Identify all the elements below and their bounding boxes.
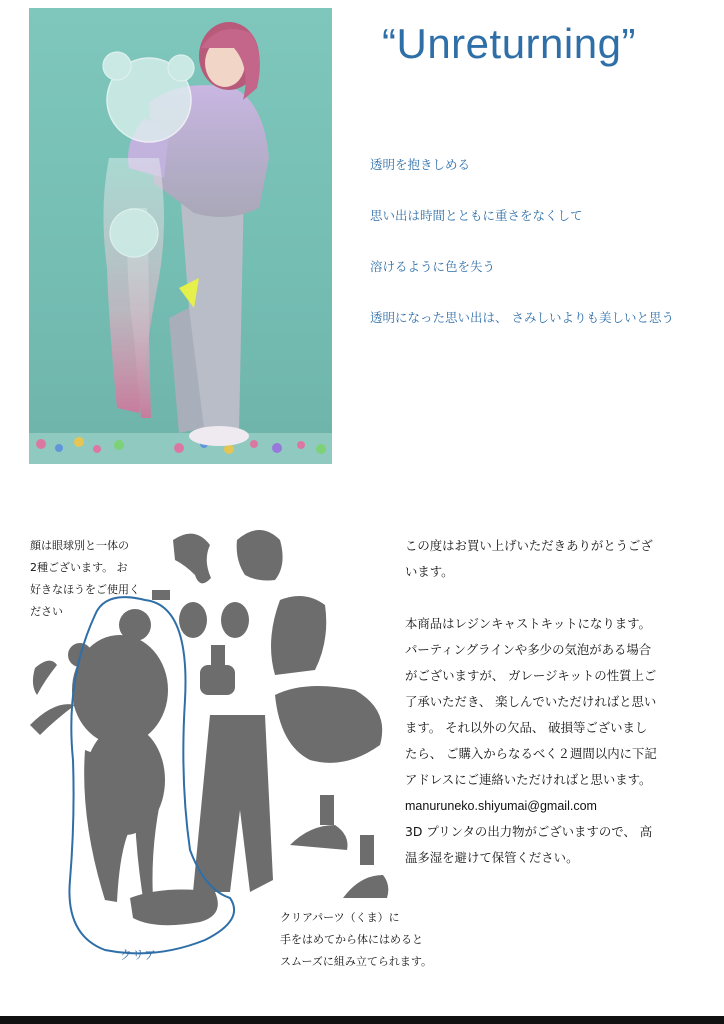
note-line: 顔は眼球別と一体の [30,539,129,552]
face-part-2 [221,602,249,638]
contact-email[interactable]: manuruneko.shiyumai@gmail.com [405,799,597,813]
shoe-part-2 [343,875,388,898]
face-variant-note [30,535,170,623]
desc-line: います。 [405,564,454,579]
bottom-bar [0,1016,724,1024]
pants-part [193,715,273,892]
clear-parts-note [280,907,450,973]
desc-line: 温多湿を避けて保管ください。 [405,850,579,865]
poem-line: 溶けるように色を失う [370,259,496,274]
poem-line: 透明を抱きしめる [370,157,471,172]
base-puddle-part [130,890,218,926]
leg-part-1 [320,795,334,825]
poem-line: 思い出は時間とともに重さをなくして [370,208,583,223]
torso-part [271,596,326,675]
desc-line: がございますが、 ガレージキットの性質上ご [405,668,657,683]
shoe-part-1 [290,825,348,850]
hair-ponytail-part [173,534,211,584]
product-description [405,533,690,871]
face-part-1 [179,602,207,638]
note-line: スムーズに組み立てられます。 [280,955,433,968]
desc-line: パーティングラインや多少の気泡がある場合 [405,642,652,657]
arm-part-1 [33,661,57,695]
poem-line: 透明になった思い出は、 さみしいよりも美しいと思う [370,310,674,325]
neck-part [211,645,225,667]
product-photo [29,8,332,464]
note-line: クリアパーツ（くま）に [280,911,400,924]
hair-back-part [237,530,283,580]
poem [370,155,710,359]
desc-line: 了承いただき、 楽しんでいただければと思い [405,694,657,709]
note-line: 好きなほうをご使用く [30,583,140,596]
desc-line: 3D プリンタの出力物がございますので、 高 [405,824,653,839]
waist-part [200,665,235,695]
note-line: 2種ございます。 お [30,561,128,574]
leg-part-2 [360,835,374,865]
title: “Unreturning” [382,20,636,67]
arm-part-2 [30,704,75,735]
desc-line: 本商品はレジンキャストキットになります。 [405,616,651,631]
desc-line: ます。 それ以外の欠品、 破損等ございまし [405,720,648,735]
desc-line: この度はお買い上げいただきありがとうござ [405,538,653,553]
figure-illustration [29,8,332,464]
desc-line: たら、 ご購入からなるべく２週間以内に下記 [405,746,657,761]
clear-label: クリア [120,948,157,962]
desc-line: アドレスにご連絡いただければと思います。 [405,772,652,787]
note-line: 手をはめてから体にはめると [280,933,423,946]
note-line: ださい [30,605,63,618]
hoodie-part [275,686,382,763]
